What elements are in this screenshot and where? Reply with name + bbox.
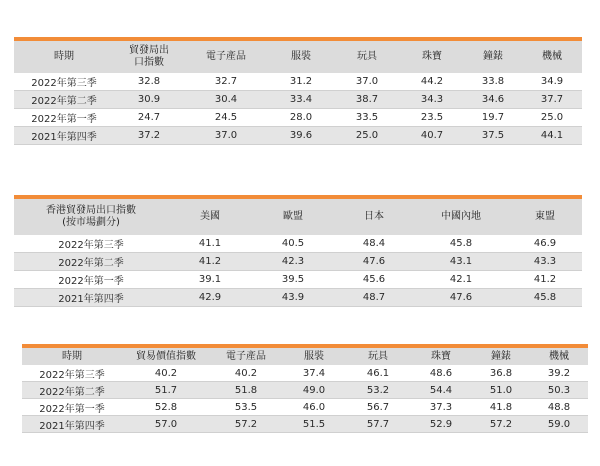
cell-value: 42.1 [414,271,508,289]
cell-value: 43.9 [252,289,334,307]
table-row [14,73,582,91]
cell-value: 51.8 [210,382,282,399]
cell-period: 2022年第三季 [14,235,168,253]
cell-value: 52.8 [122,399,210,416]
table-row [14,127,582,145]
header-toys: 玩具 [346,346,410,365]
cell-period: 2022年第二季 [14,253,168,271]
table-row [14,271,582,289]
table-header-row [14,39,582,73]
table-row [22,416,588,433]
header-watches: 鐘錶 [472,346,530,365]
header-machinery: 機械 [530,346,588,365]
header-tdc-export-index-text: 貿發局出口指數 [129,45,169,68]
cell-value: 44.2 [400,73,464,91]
cell-period: 2022年第三季 [14,73,114,91]
cell-value: 40.2 [210,365,282,382]
header-japan: 日本 [334,197,414,235]
cell-value: 46.0 [282,399,346,416]
cell-value: 41.1 [168,235,252,253]
cell-value: 37.0 [184,127,268,145]
table-row [14,91,582,109]
cell-value: 45.8 [414,235,508,253]
cell-value: 54.4 [410,382,472,399]
cell-value: 37.4 [282,365,346,382]
cell-value: 39.5 [252,271,334,289]
cell-value: 46.9 [508,235,582,253]
cell-value: 48.6 [410,365,472,382]
cell-period: 2021年第四季 [22,416,122,433]
cell-period: 2022年第一季 [14,109,114,127]
cell-value: 59.0 [530,416,588,433]
cell-value: 56.7 [346,399,410,416]
cell-value: 36.8 [472,365,530,382]
cell-value: 51.0 [472,382,530,399]
table-header-row [22,346,588,365]
header-market-index [14,197,168,235]
header-jewellery: 珠寶 [400,39,464,73]
cell-value: 33.8 [464,73,522,91]
header-market-index-text: 香港貿發局出口指數(按市場劃分) [46,205,136,228]
table-row [14,235,582,253]
cell-value: 25.0 [522,109,582,127]
cell-value: 47.6 [414,289,508,307]
cell-value: 53.5 [210,399,282,416]
cell-value: 42.9 [168,289,252,307]
cell-value: 37.5 [464,127,522,145]
cell-value: 48.4 [334,235,414,253]
cell-value: 37.3 [410,399,472,416]
header-mainland-china: 中國內地 [414,197,508,235]
cell-period: 2022年第三季 [22,365,122,382]
cell-value: 48.8 [530,399,588,416]
cell-value: 25.0 [334,127,400,145]
cell-value: 46.1 [346,365,410,382]
cell-value: 39.6 [268,127,334,145]
header-period: 時期 [14,39,114,73]
cell-value: 33.5 [334,109,400,127]
cell-value: 40.7 [400,127,464,145]
cell-period: 2022年第一季 [22,399,122,416]
cell-value: 30.4 [184,91,268,109]
table-row [14,109,582,127]
header-electronics: 電子產品 [210,346,282,365]
table-header-row [14,197,582,235]
cell-value: 24.5 [184,109,268,127]
cell-value: 41.2 [508,271,582,289]
header-tdc-export-index [114,39,184,73]
cell-value: 40.5 [252,235,334,253]
header-watches: 鐘錶 [464,39,522,73]
cell-value: 23.5 [400,109,464,127]
header-eu: 歐盟 [252,197,334,235]
cell-value: 52.9 [410,416,472,433]
header-toys: 玩具 [334,39,400,73]
cell-value: 32.7 [184,73,268,91]
cell-value: 43.3 [508,253,582,271]
cell-value: 37.7 [522,91,582,109]
export-index-by-product-table [14,37,582,145]
cell-value: 28.0 [268,109,334,127]
cell-value: 39.2 [530,365,588,382]
cell-value: 34.3 [400,91,464,109]
header-period: 時期 [22,346,122,365]
cell-value: 37.2 [114,127,184,145]
cell-period: 2022年第一季 [14,271,168,289]
cell-period: 2022年第二季 [14,91,114,109]
header-machinery: 機械 [522,39,582,73]
cell-period: 2021年第四季 [14,289,168,307]
cell-value: 41.8 [472,399,530,416]
cell-value: 45.8 [508,289,582,307]
cell-value: 33.4 [268,91,334,109]
header-electronics: 電子產品 [184,39,268,73]
cell-value: 34.6 [464,91,522,109]
cell-value: 57.7 [346,416,410,433]
cell-period: 2022年第二季 [22,382,122,399]
cell-period: 2021年第四季 [14,127,114,145]
cell-value: 37.0 [334,73,400,91]
cell-value: 43.1 [414,253,508,271]
header-clothing: 服裝 [282,346,346,365]
cell-value: 50.3 [530,382,588,399]
table-row [14,253,582,271]
cell-value: 51.5 [282,416,346,433]
cell-value: 51.7 [122,382,210,399]
cell-value: 40.2 [122,365,210,382]
cell-value: 38.7 [334,91,400,109]
cell-value: 31.2 [268,73,334,91]
cell-value: 45.6 [334,271,414,289]
cell-value: 39.1 [168,271,252,289]
trade-value-index-table [22,344,588,433]
export-index-by-market-table [14,195,582,307]
cell-value: 48.7 [334,289,414,307]
header-jewellery: 珠寶 [410,346,472,365]
cell-value: 44.1 [522,127,582,145]
table-row [22,365,588,382]
cell-value: 42.3 [252,253,334,271]
cell-value: 32.8 [114,73,184,91]
header-asean: 東盟 [508,197,582,235]
header-trade-value-index: 貿易價值指數 [122,346,210,365]
cell-value: 30.9 [114,91,184,109]
cell-value: 53.2 [346,382,410,399]
cell-value: 19.7 [464,109,522,127]
table-row [22,399,588,416]
cell-value: 47.6 [334,253,414,271]
cell-value: 49.0 [282,382,346,399]
header-usa: 美國 [168,197,252,235]
cell-value: 57.2 [472,416,530,433]
header-clothing: 服裝 [268,39,334,73]
table-row [22,382,588,399]
cell-value: 24.7 [114,109,184,127]
table-row [14,289,582,307]
cell-value: 57.0 [122,416,210,433]
cell-value: 57.2 [210,416,282,433]
cell-value: 41.2 [168,253,252,271]
cell-value: 34.9 [522,73,582,91]
